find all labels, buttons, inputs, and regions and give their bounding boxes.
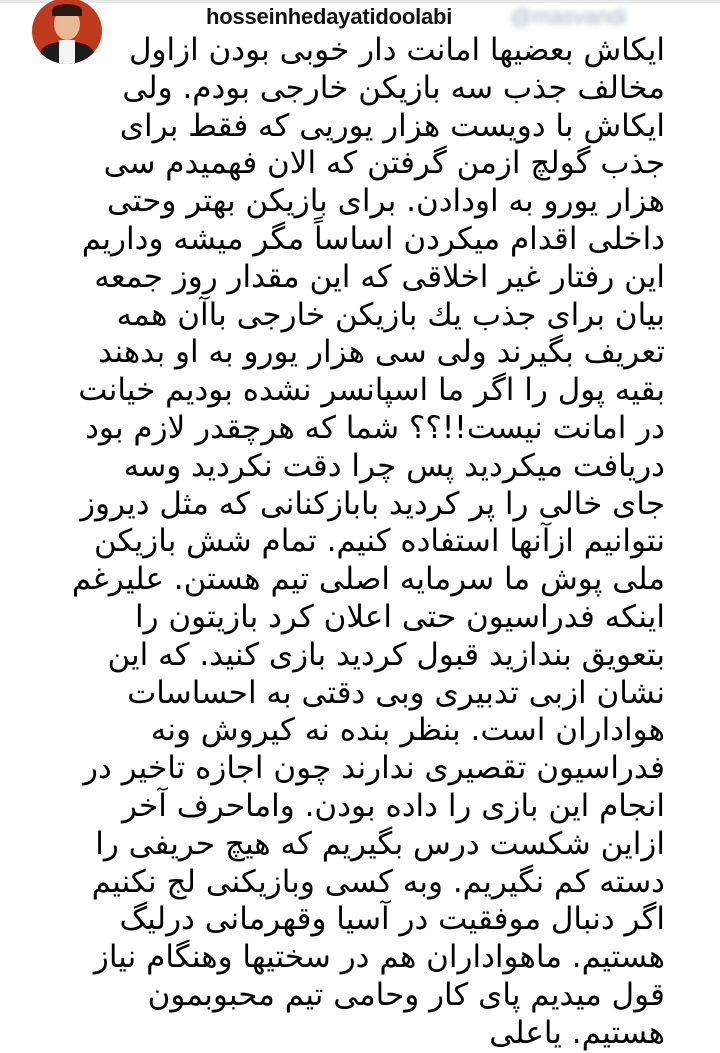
comment-text-line: بتعویق بندازید قبول کردید بازی کنید. که این <box>107 636 665 673</box>
comment-text-line: دریافت میکردید پس چرا دقت نکردید وسه <box>123 447 665 484</box>
comment-text-line: اینکه فدراسیون حتی اعلان کرد بازیتون را <box>134 598 665 635</box>
comment-text-line: هستیم. یاعلی <box>489 1014 665 1051</box>
comment-text-line: داخلی اقدام میکردن اساساً مگر میشه وداریم <box>81 220 665 257</box>
comment-text-line: اگر دنبال موفقیت در آسیا وقهرمانی درلیگ <box>119 901 665 938</box>
comment-text-line: ایکاش با دویست هزار یوریی که فقط برای <box>119 107 665 144</box>
avatar-shirt <box>59 40 75 64</box>
comment-text-line: جای خالی را پر کردید بابازکنانی که مثل دیروز <box>80 485 665 522</box>
mention-link[interactable]: @masvandi <box>510 4 627 29</box>
comment-text-line: تعریف بگیرند ولی سی هزار یورو به او بدهند <box>98 334 665 371</box>
comment-text-line: ملی پوش ما سرمایه اصلی تیم هستن. علیرغم <box>71 561 665 598</box>
comment-text-line: ازاین شکست درس بگیریم که هیچ حریفی را <box>95 825 665 862</box>
avatar-hair <box>52 4 82 16</box>
comment-text-line: بقیه پول را اگر ما اسپانسر نشده بودیم خیانت <box>78 372 665 409</box>
comment-text-line: هستیم. ماهواداران هم در سختیها وهنگام نیاز <box>93 939 665 976</box>
comment-text-line: قول میدیم پای کار وحامی تیم محبوبمون <box>147 976 665 1013</box>
comment-text-line: در امانت نیست!!؟؟ شما که هرچقدر لازم بود <box>85 409 665 446</box>
avatar[interactable] <box>32 0 102 64</box>
comment-text-line: مخالف جذب سه بازیکن خارجی بودم. ولی <box>122 69 665 106</box>
comment-text-line: این رفتار غیر اخلاقی که این مقدار روز جمعه <box>94 258 665 295</box>
comment-text-line: فدراسیون تقصیری ندارند چون اجازه تاخیر در <box>82 750 665 787</box>
comment-text-line: نتوانیم ازآنها استفاده کنیم. تمام شش بازیکن <box>93 523 665 560</box>
comment-text-line: هواداران است. بنظر بنده نه کیروش ونه <box>150 712 665 749</box>
username-link[interactable]: hosseinhedayatidoolabi <box>206 4 453 29</box>
comment-body <box>71 32 665 1053</box>
top-divider <box>0 0 720 3</box>
comment-text-line: بیان برای جذب یك بازیکن خارجی باآن همه <box>116 296 665 333</box>
comment-text-line: نشان ازبی تدبیری وبی دقتی به احساسات <box>127 674 665 711</box>
comment-text-line: انجام این بازی را داده بودن. واماحرف آخر <box>121 787 665 824</box>
comment-text-line: جذب گولچ ازمن گرفتن که الان فهمیدم سی <box>103 145 665 182</box>
comment-text-line: هزار یورو به اودادن. برای بازیکن بهتر وحتی <box>107 183 665 220</box>
comment-text-line: ایکاش بعضیها امانت دار خوبی بودن ازاول <box>129 32 665 68</box>
comment-text-line: دسته کم نگیریم. وبه کسی وبازیکنی لج نکنیم <box>91 863 665 900</box>
